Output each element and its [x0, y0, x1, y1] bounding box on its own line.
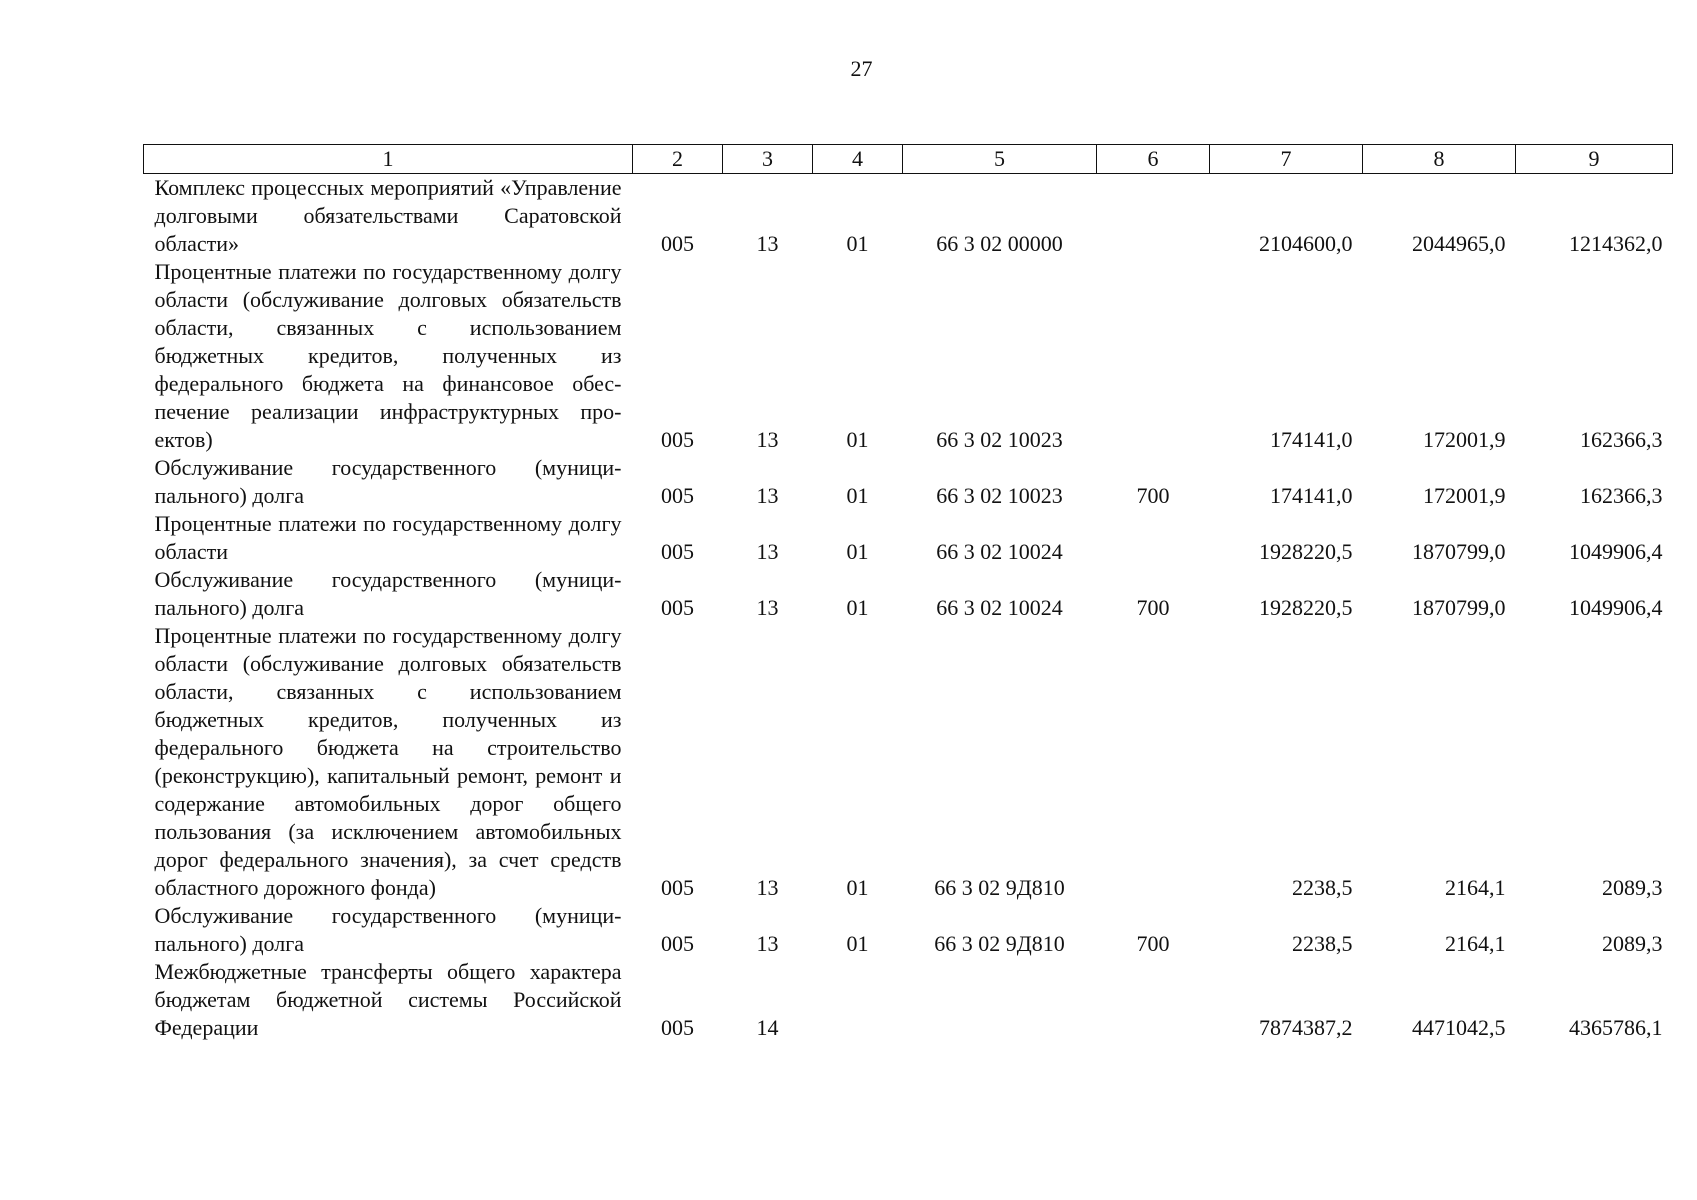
cell-subsection: 01 — [846, 427, 869, 452]
cell-amount-2: 2044965,0 — [1412, 231, 1506, 256]
cell-expense-type: 700 — [1136, 595, 1170, 620]
cell-amount-1: 1928220,5 — [1259, 539, 1353, 564]
table-row — [144, 258, 1673, 454]
cell-ministry-code: 005 — [661, 931, 694, 956]
cell-ministry-code: 005 — [661, 875, 694, 900]
cell-subsection: 01 — [846, 875, 869, 900]
cell-subsection: 01 — [846, 539, 869, 564]
cell-ministry-code: 005 — [661, 231, 694, 256]
cell-section: 13 — [756, 539, 779, 564]
page-number: 27 — [850, 56, 873, 81]
row-name: Комплекс процессных мероприятий «Управление долговыми обязательствами Саратовской области» — [154, 175, 622, 256]
cell-expense-type — [1097, 622, 1210, 902]
table-row — [144, 566, 1673, 622]
cell-target-article: 66 3 02 9Д810 — [934, 875, 1065, 900]
cell-subsection: 01 — [846, 231, 869, 256]
cell-ministry-code: 005 — [661, 1015, 694, 1040]
column-header-3: 3 — [723, 145, 813, 174]
column-header-5: 5 — [903, 145, 1097, 174]
row-name: Обслуживание государственного (муниципального) долга — [154, 567, 622, 620]
cell-target-article: 66 3 02 10023 — [936, 483, 1063, 508]
row-name: Межбюджетные трансферты общего характера бюджетам бюджетной системы Российской Федерации — [154, 959, 622, 1040]
cell-section: 13 — [756, 483, 779, 508]
cell-ministry-code: 005 — [661, 427, 694, 452]
cell-amount-3: 2089,3 — [1602, 875, 1663, 900]
cell-amount-2: 2164,1 — [1445, 931, 1506, 956]
cell-amount-3: 162366,3 — [1580, 427, 1663, 452]
cell-section: 13 — [756, 427, 779, 452]
cell-amount-1: 1928220,5 — [1259, 595, 1353, 620]
cell-amount-3: 2089,3 — [1602, 931, 1663, 956]
row-name: Процентные платежи по государственному долгу области (обслуживание долговых обязательств области, связанных с использованием бюджетных кредитов, полученных из федерального бюджета на финансовое обеспечение реализации инфраструктурных проектов) — [154, 259, 622, 452]
cell-amount-1: 2104600,0 — [1259, 231, 1353, 256]
table-row — [144, 902, 1673, 958]
cell-amount-2: 1870799,0 — [1412, 595, 1506, 620]
column-header-6: 6 — [1097, 145, 1210, 174]
cell-section: 13 — [756, 931, 779, 956]
table-row — [144, 510, 1673, 566]
cell-target-article: 66 3 02 00000 — [936, 231, 1063, 256]
column-header-4: 4 — [813, 145, 903, 174]
table-row — [144, 622, 1673, 902]
budget-table — [143, 144, 1673, 1042]
cell-amount-3: 1049906,4 — [1569, 595, 1663, 620]
column-header-9: 9 — [1516, 145, 1673, 174]
table-row — [144, 454, 1673, 510]
row-name: Обслуживание государственного (муниципального) долга — [154, 903, 622, 956]
row-name: Обслуживание государственного (муниципального) долга — [154, 455, 622, 508]
column-header-8: 8 — [1363, 145, 1516, 174]
cell-target-article: 66 3 02 10023 — [936, 427, 1063, 452]
table-header — [144, 145, 1673, 174]
cell-amount-1: 174141,0 — [1270, 483, 1353, 508]
cell-amount-3: 1049906,4 — [1569, 539, 1663, 564]
header-row — [144, 145, 1673, 174]
table-row — [144, 958, 1673, 1042]
cell-expense-type — [1097, 510, 1210, 566]
cell-expense-type — [1097, 958, 1210, 1042]
cell-expense-type: 700 — [1136, 931, 1170, 956]
column-header-1: 1 — [144, 145, 633, 174]
cell-section: 13 — [756, 595, 779, 620]
row-name: Процентные платежи по государственному долгу области (обслуживание долговых обязательств области, связанных с использованием бюджетных кредитов, полученных из федерального бюджета на строительство (реконструкцию), капитальный ремонт, ремонт и содержание автомобильных дорог общего пользования (за исключением автомобильных дорог федерального значения), за счет средств областного дорожного фонда) — [154, 623, 622, 900]
cell-subsection — [813, 958, 903, 1042]
cell-expense-type — [1097, 258, 1210, 454]
cell-target-article: 66 3 02 10024 — [936, 539, 1063, 564]
cell-expense-type — [1097, 174, 1210, 259]
column-header-2: 2 — [633, 145, 723, 174]
cell-amount-1: 2238,5 — [1292, 875, 1353, 900]
cell-ministry-code: 005 — [661, 483, 694, 508]
cell-ministry-code: 005 — [661, 595, 694, 620]
cell-amount-1: 7874387,2 — [1259, 1015, 1353, 1040]
column-header-7: 7 — [1210, 145, 1363, 174]
cell-section: 13 — [756, 875, 779, 900]
cell-amount-3: 162366,3 — [1580, 483, 1663, 508]
cell-amount-2: 172001,9 — [1423, 427, 1506, 452]
cell-amount-1: 174141,0 — [1270, 427, 1353, 452]
cell-target-article: 66 3 02 10024 — [936, 595, 1063, 620]
cell-amount-2: 1870799,0 — [1412, 539, 1506, 564]
table-row — [144, 174, 1673, 259]
cell-ministry-code: 005 — [661, 539, 694, 564]
cell-amount-3: 1214362,0 — [1569, 231, 1663, 256]
cell-section: 13 — [756, 231, 779, 256]
cell-expense-type: 700 — [1136, 483, 1170, 508]
cell-amount-3: 4365786,1 — [1569, 1015, 1663, 1040]
cell-amount-2: 172001,9 — [1423, 483, 1506, 508]
cell-amount-2: 2164,1 — [1445, 875, 1506, 900]
cell-subsection: 01 — [846, 595, 869, 620]
table-body — [144, 174, 1673, 1043]
cell-target-article: 66 3 02 9Д810 — [934, 931, 1065, 956]
cell-section: 14 — [756, 1015, 779, 1040]
cell-subsection: 01 — [846, 931, 869, 956]
cell-amount-2: 4471042,5 — [1412, 1015, 1506, 1040]
cell-amount-1: 2238,5 — [1292, 931, 1353, 956]
cell-subsection: 01 — [846, 483, 869, 508]
cell-target-article — [903, 958, 1097, 1042]
row-name: Процентные платежи по государственному долгу области — [154, 511, 622, 564]
